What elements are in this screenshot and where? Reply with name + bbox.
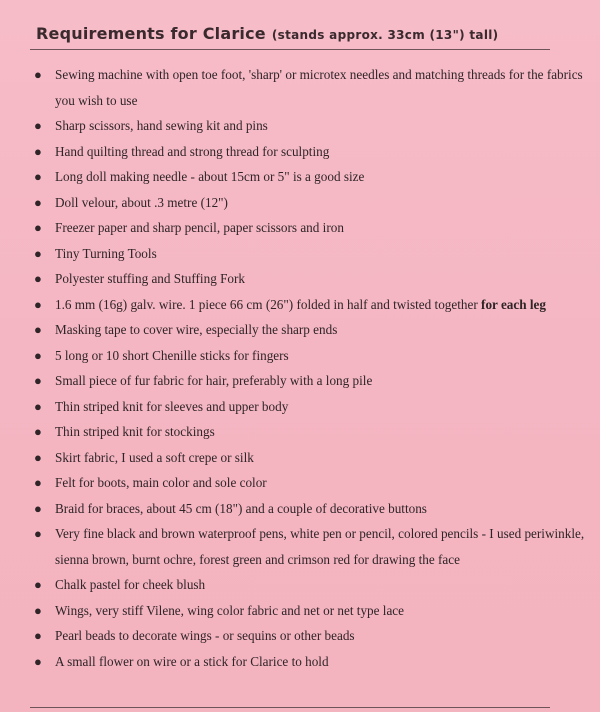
bullet-icon: ●: [34, 271, 42, 286]
list-item-text: Polyester stuffing and Stuffing Fork: [55, 271, 245, 286]
list-item: [0, 521, 600, 572]
bullet-icon: ●: [34, 500, 42, 516]
list-item: [0, 343, 600, 369]
list-item-text: Chalk pastel for cheek blush: [55, 577, 206, 592]
list-item: [0, 317, 600, 343]
bullet-icon: ●: [34, 67, 42, 82]
bullet-icon: ●: [34, 245, 42, 261]
bullet-icon: ●: [34, 220, 42, 235]
list-item: [0, 598, 600, 624]
bottom-divider: [30, 707, 550, 708]
bullet-icon: ●: [34, 373, 42, 388]
bullet-icon: ●: [34, 475, 42, 490]
list-item-text: Felt for boots, main color and sole color: [55, 475, 267, 490]
list-item-text: Long doll making needle - about 15cm or 5" is a good size: [55, 169, 365, 184]
list-item-text: Sewing machine with open toe foot, 'sharp' or microtex needles and matching threads for the fabrics you wish to use: [55, 67, 583, 108]
list-item: [0, 572, 600, 598]
heading-divider: [30, 49, 550, 50]
list-item-text: Hand quilting thread and strong thread for sculpting: [55, 143, 330, 159]
bullet-icon: ●: [34, 602, 42, 618]
list-item-text: Thin striped knit for sleeves and upper body: [55, 398, 289, 414]
bullet-icon: ●: [34, 118, 42, 133]
list-item-text: Small piece of fur fabric for hair, preferably with a long pile: [55, 373, 373, 388]
bullet-icon: ●: [34, 194, 42, 210]
bullet-icon: ●: [34, 169, 42, 184]
list-item-text: Doll velour, about .3 metre (12"): [55, 194, 228, 210]
list-item: [0, 496, 600, 522]
list-item-text: Skirt fabric, I used a soft crepe or silk: [55, 449, 254, 465]
bullet-icon: ●: [34, 449, 42, 465]
requirements-list: [0, 62, 600, 674]
list-item-text: 5 long or 10 short Chenille sticks for fingers: [55, 347, 289, 363]
list-item: [0, 190, 600, 216]
list-item: [0, 139, 600, 165]
list-item: [0, 368, 600, 394]
list-item: [0, 445, 600, 471]
list-item-text: Masking tape to cover wire, especially the sharp ends: [55, 322, 338, 337]
list-item-text: Pearl beads to decorate wings - or sequins or other beads: [55, 628, 355, 643]
list-item-text: A small flower on wire or a stick for Clarice to hold: [55, 653, 329, 669]
list-item: [0, 623, 600, 649]
list-item: [0, 649, 600, 675]
list-item-text: Thin striped knit for stockings: [55, 424, 215, 439]
list-item-text: Freezer paper and sharp pencil, paper scissors and iron: [55, 220, 344, 235]
bullet-icon: ●: [34, 628, 42, 643]
bullet-icon: ●: [34, 347, 42, 363]
bullet-icon: ●: [34, 577, 42, 592]
list-item: [0, 266, 600, 292]
list-item-text: Tiny Turning Tools: [55, 245, 157, 261]
heading-title: Requirements for Clarice: [36, 24, 266, 43]
list-item-text: Wings, very stiff Vilene, wing color fabric and net or net type lace: [55, 602, 405, 618]
list-item: [0, 113, 600, 139]
bullet-icon: ●: [34, 526, 42, 541]
list-item-text: Braid for braces, about 45 cm (18") and a couple of decorative buttons: [55, 500, 427, 516]
list-item: [0, 215, 600, 241]
list-item-text: Very fine black and brown waterproof pens, white pen or pencil, colored pencils - I used periwinkle, sienna brown, burnt ochre, forest green and crimson red for drawing the face: [55, 526, 585, 567]
list-item: [0, 164, 600, 190]
bullet-icon: ●: [34, 322, 42, 337]
bullet-icon: ●: [34, 653, 42, 669]
page-heading: [36, 24, 498, 43]
bullet-icon: ●: [34, 424, 42, 439]
bullet-icon: ●: [34, 296, 42, 312]
list-item: [0, 394, 600, 420]
bullet-icon: ●: [34, 143, 42, 159]
heading-subtitle: (stands approx. 33cm (13") tall): [271, 28, 499, 42]
list-item-text: Sharp scissors, hand sewing kit and pins: [55, 118, 268, 133]
list-item: [0, 470, 600, 496]
bullet-icon: ●: [34, 398, 42, 414]
list-item: [0, 241, 600, 267]
list-item: [0, 292, 600, 318]
list-item-text: 1.6 mm (16g) galv. wire. 1 piece 66 cm (26") folded in half and twisted together: [55, 296, 482, 312]
list-item-emphasis: for each leg: [481, 296, 546, 312]
list-item: [0, 62, 600, 113]
list-item: [0, 419, 600, 445]
